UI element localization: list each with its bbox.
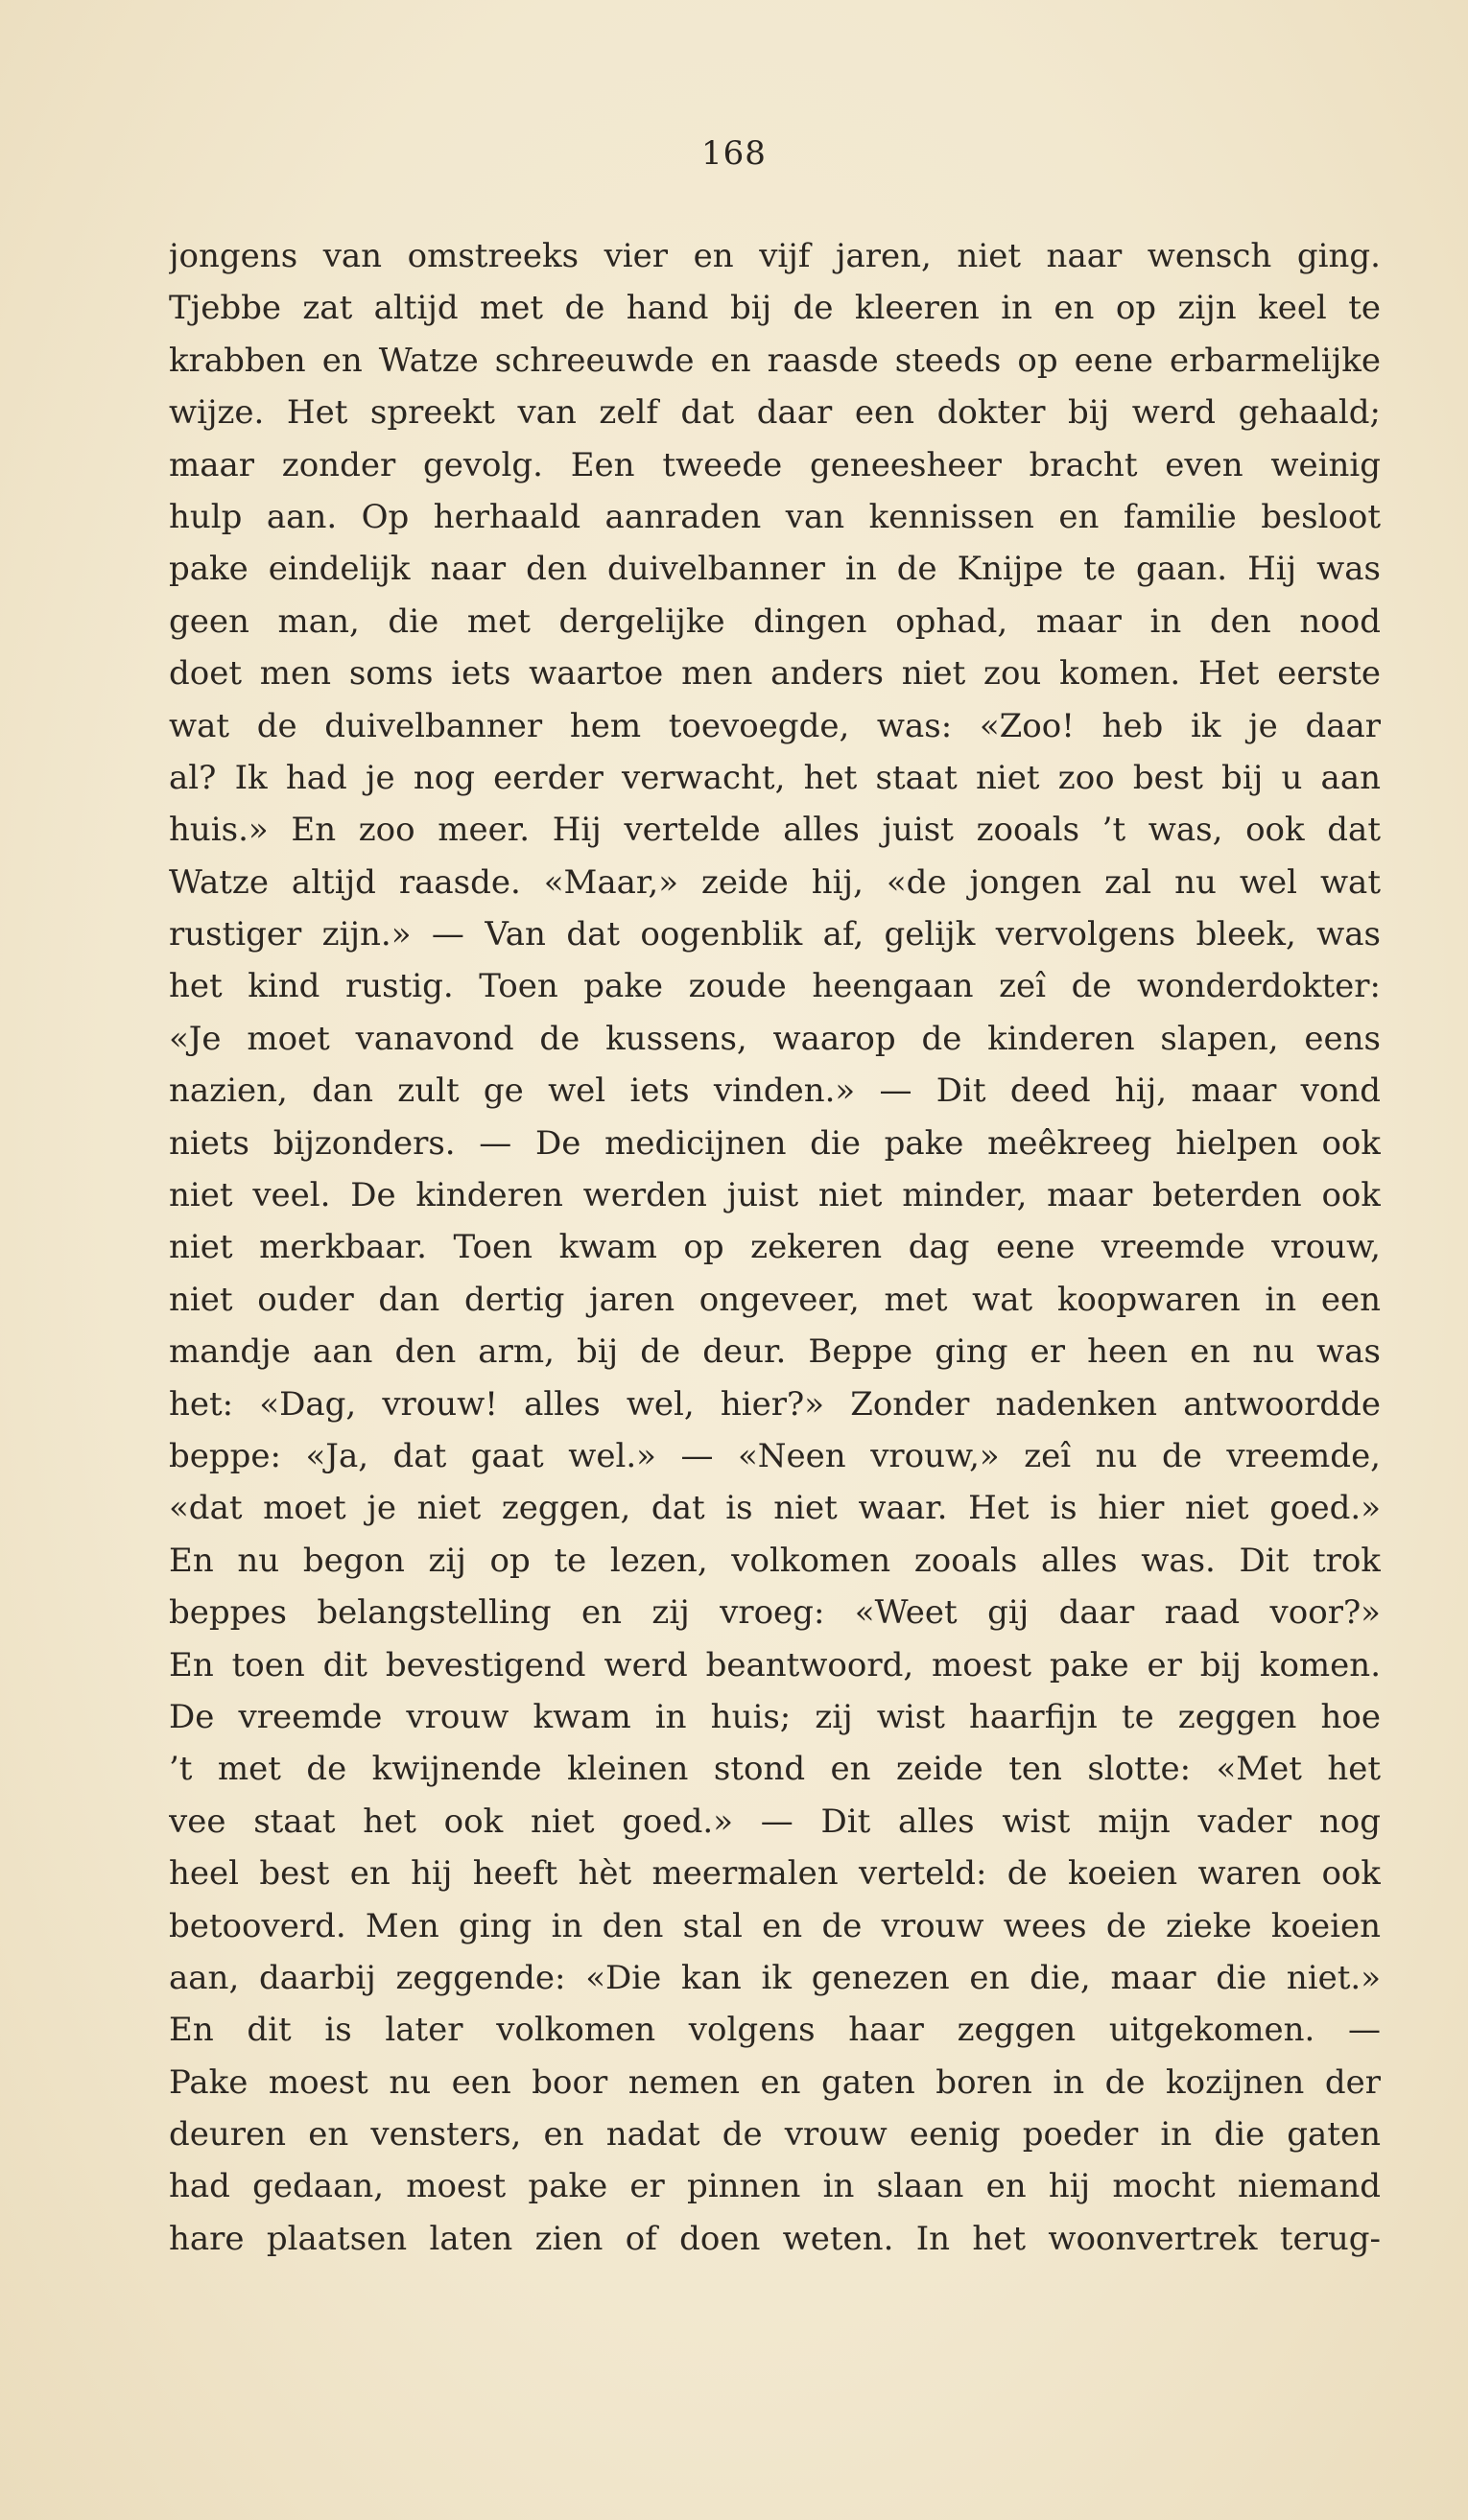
text-line: niet ouder dan dertig jaren ongeveer, met wat koopwaren in een xyxy=(169,1280,1381,1319)
text-line: betooverd. Men ging in den stal en de vrouw wees de zieke koeien xyxy=(169,1906,1381,1945)
text-line: niets bijzonders. — De medicijnen die pake meêkreeg hielpen ook xyxy=(169,1123,1381,1163)
text-line: wijze. Het spreekt van zelf dat daar een dokter bij werd gehaald; xyxy=(169,393,1381,433)
text-line: pake eindelijk naar den duivelbanner in de Knijpe te gaan. Hij was xyxy=(169,550,1381,589)
text-line: Watze altijd raasde. «Maar,» zeide hij, «de jongen zal nu wel wat xyxy=(169,862,1381,902)
text-line: huis.» En zoo meer. Hij vertelde alles juist zooals ’t was, ook dat xyxy=(169,811,1381,850)
text-line: maar zonder gevolg. Een tweede geneesheer bracht even weinig xyxy=(169,445,1381,484)
text-line: «Je moet vanavond de kussens, waarop de kinderen slapen, eens xyxy=(169,1019,1381,1058)
text-line: doet men soms iets waartoe men anders niet zou komen. Het eerste xyxy=(169,654,1381,694)
text-line: jongens van omstreeks vier en vijf jaren, niet naar wensch ging. xyxy=(169,237,1381,275)
text-line: beppes belangstelling en zij vroeg: «Weet gij daar raad voor?» xyxy=(169,1593,1381,1633)
text-line: geen man, die met dergelijke dingen ophad, maar in den nood xyxy=(169,601,1381,641)
text-line: niet merkbaar. Toen kwam op zekeren dag eene vreemde vrouw, xyxy=(169,1228,1381,1267)
text-line: En nu begon zij op te lezen, volkomen zooals alles was. Dit trok xyxy=(169,1541,1381,1580)
text-line: En dit is later volkomen volgens haar zeggen uitgekomen. — xyxy=(169,2011,1381,2050)
text-line: beppe: «Ja, dat gaat wel.» — «Neen vrouw,» zeî nu de vreemde, xyxy=(169,1436,1381,1475)
text-line: hare plaatsen laten zien of doen weten. In het woonvertrek terug- xyxy=(169,2219,1381,2258)
text-line: «dat moet je niet zeggen, dat is niet waar. Het is hier niet goed.» xyxy=(169,1489,1381,1528)
body-text xyxy=(169,230,1381,2265)
text-line: hulp aan. Op herhaald aanraden van kennissen en familie besloot xyxy=(169,497,1381,536)
text-line: heel best en hij heeft hèt meermalen verteld: de koeien waren ook xyxy=(169,1854,1381,1894)
text-line: nazien, dan zult ge wel iets vinden.» — Dit deed hij, maar vond xyxy=(169,1072,1381,1111)
text-line: deuren en vensters, en nadat de vrouw eenig poeder in die gaten xyxy=(169,2115,1381,2155)
text-line: had gedaan, moest pake er pinnen in slaan en hij mocht niemand xyxy=(169,2167,1381,2206)
text-line: En toen dit bevestigend werd beantwoord, moest pake er bij komen. xyxy=(169,1645,1381,1684)
text-line: ’t met de kwijnende kleinen stond en zeide ten slotte: «Met het xyxy=(169,1750,1381,1789)
text-line: De vreemde vrouw kwam in huis; zij wist haarfijn te zeggen hoe xyxy=(169,1697,1381,1736)
text-line: niet veel. De kinderen werden juist niet minder, maar beterden ook xyxy=(169,1176,1381,1215)
text-line: wat de duivelbanner hem toevoegde, was: «Zoo! heb ik je daar xyxy=(169,706,1381,745)
text-line: rustiger zijn.» — Van dat oogenblik af, gelijk vervolgens bleek, was xyxy=(169,915,1381,954)
text-line: Tjebbe zat altijd met de hand bij de kleeren in en op zijn keel te xyxy=(169,289,1381,328)
text-line: vee staat het ook niet goed.» — Dit alles wist mijn vader nog xyxy=(169,1802,1381,1841)
text-line: aan, daarbij zeggende: «Die kan ik genezen en die, maar die niet.» xyxy=(169,1958,1381,1997)
text-line: het: «Dag, vrouw! alles wel, hier?» Zonder nadenken antwoordde xyxy=(169,1384,1381,1424)
text-line: al? Ik had je nog eerder verwacht, het staat niet zoo best bij u aan xyxy=(169,758,1381,797)
text-line: Pake moest nu een boor nemen en gaten boren in de kozijnen der xyxy=(169,2062,1381,2102)
text-line: mandje aan den arm, bij de deur. Beppe ging er heen en nu was xyxy=(169,1332,1381,1372)
text-line: krabben en Watze schreeuwde en raasde steeds op eene erbarmelijke xyxy=(169,341,1381,380)
text-line: het kind rustig. Toen pake zoude heengaan zeî de wonderdokter: xyxy=(169,967,1381,1006)
page-number: 168 xyxy=(701,134,767,173)
